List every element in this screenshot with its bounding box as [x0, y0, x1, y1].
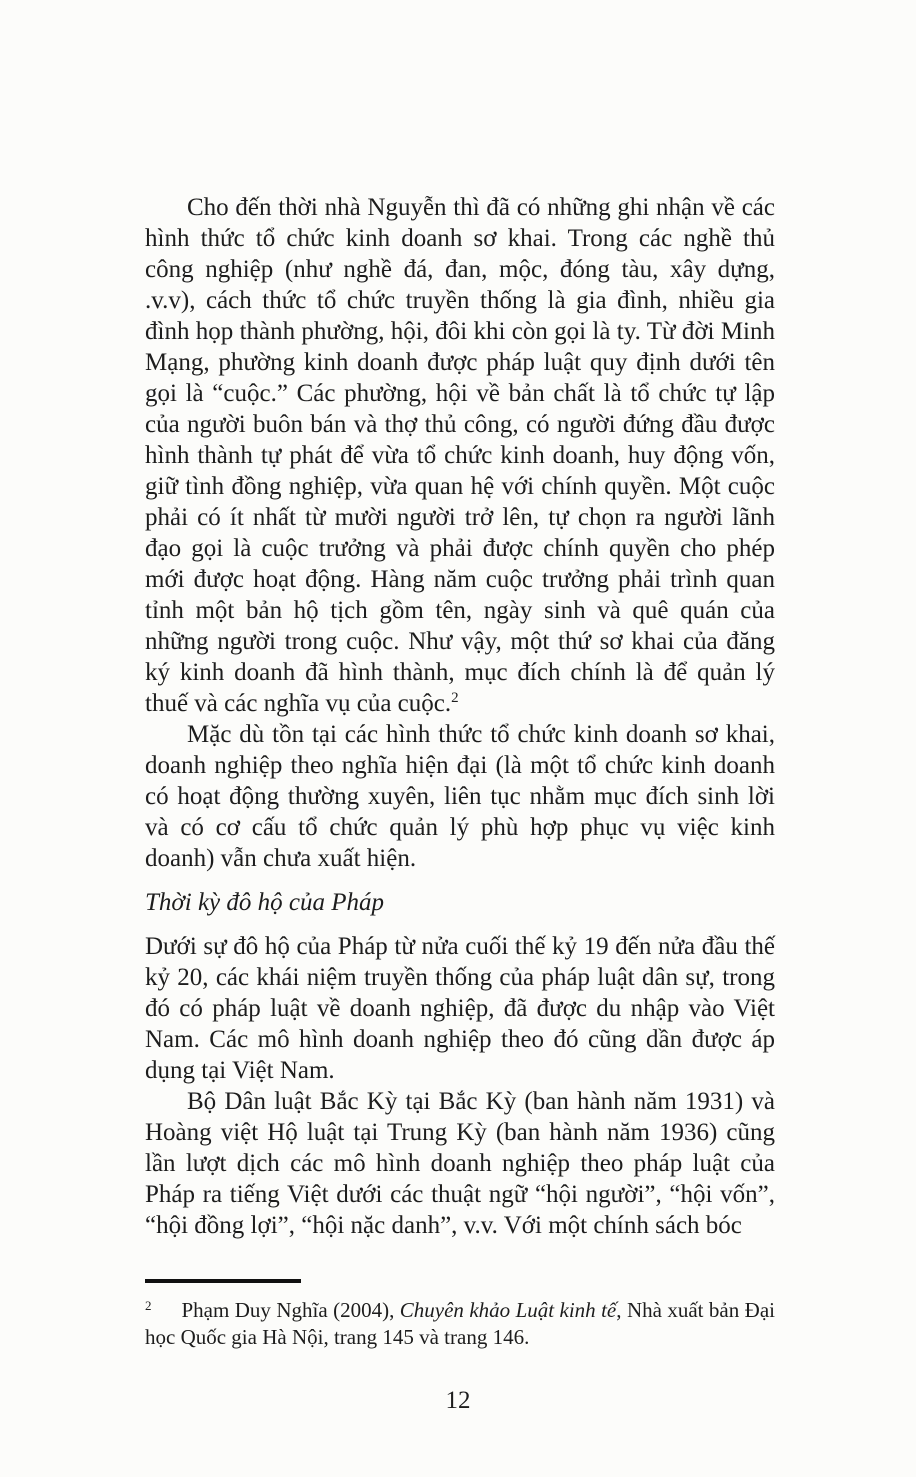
paragraph-french-rule: Dưới sự đô hộ của Pháp từ nửa cuối thế kỷ 19 đến nửa đầu thế kỷ 20, các khái niệm truyền thống của pháp luật dân sự, trong đó có pháp luật về doanh nghiệp, đã được du nhập vào Việt Nam. Các mô hình doanh nghiệp theo đó cũng dần được áp dụng tại Việt Nam. [145, 933, 775, 1084]
footnote-text-start: Phạm Duy Nghĩa (2004), [181, 1298, 400, 1322]
paragraph-civil-codes: Bộ Dân luật Bắc Kỳ tại Bắc Kỳ (ban hành năm 1931) và Hoàng việt Hộ luật tại Trung Kỳ (ban hành năm 1936) cũng lần lượt dịch các mô hình doanh nghiệp theo pháp luật của Pháp ra tiếng Việt dưới các thuật ngữ “hội người”, “hội vốn”, “hội đồng lợi”, “hội nặc danh”, v.v. Với một chính sách bóc [145, 1088, 775, 1239]
footnote-reference-2: 2 [451, 690, 459, 706]
footnote-text-end: , Nhà xuất bản Đại học Quốc gia Hà Nội, trang 145 và trang 146. [145, 1298, 775, 1349]
page-number: 12 [445, 1387, 471, 1414]
section-heading-french-period: Thời kỳ đô hộ của Pháp [145, 889, 385, 916]
footnote-area [145, 1279, 775, 1351]
paragraph-nguyen-era [145, 192, 775, 719]
paragraph-nguyen-era-text: Cho đến thời nhà Nguyễn thì đã có những ghi nhận về các hình thức tổ chức kinh doanh sơ khai. Trong các nghề thủ công nghiệp (như nghề đá, đan, mộc, đóng tàu, xây dựng, .v.v), cách thức tổ chức truyền thống là gia đình, nhiều gia đình họp thành phường, hội, đôi khi còn gọi là ty. Từ đời Minh Mạng, phường kinh doanh được pháp luật quy định dưới tên gọi là “cuộc.” Các phường, hội về bản chất là tổ chức tự lập của người buôn bán và thợ thủ công, có người đứng đầu được hình thành tự phát để vừa tổ chức kinh doanh, huy động vốn, giữ tình đồng nghiệp, vừa quan hệ với chính quyền. Một cuộc phải có ít nhất từ mười người trở lên, tự chọn ra người lãnh đạo gọi là cuộc trưởng và phải được chính quyền cho phép mới được hoạt động. Hàng năm cuộc trưởng phải trình quan tỉnh một bản hộ tịch gồm tên, ngày sinh và quê quán của những người trong cuộc. Như vậy, một thứ sơ khai của đăng ký kinh doanh đã hình thành, mục đích chính là để quản lý thuế và các nghĩa vụ của cuộc. [145, 194, 775, 717]
footnote-book-title: Chuyên khảo Luật kinh tế [399, 1298, 617, 1322]
paragraph-modern-definition: Mặc dù tồn tại các hình thức tổ chức kinh doanh sơ khai, doanh nghiệp theo nghĩa hiện đại (là một tổ chức kinh doanh có hoạt động thường xuyên, liên tục nhằm mục đích sinh lời và có cơ cấu tổ chức quản lý phù hợp phục vụ việc kinh doanh) vẫn chưa xuất hiện. [145, 721, 775, 872]
footnote-divider-rule [145, 1279, 301, 1283]
page-body [145, 192, 775, 1241]
footnote-marker: 2 [145, 1298, 152, 1313]
footnote [145, 1292, 775, 1351]
